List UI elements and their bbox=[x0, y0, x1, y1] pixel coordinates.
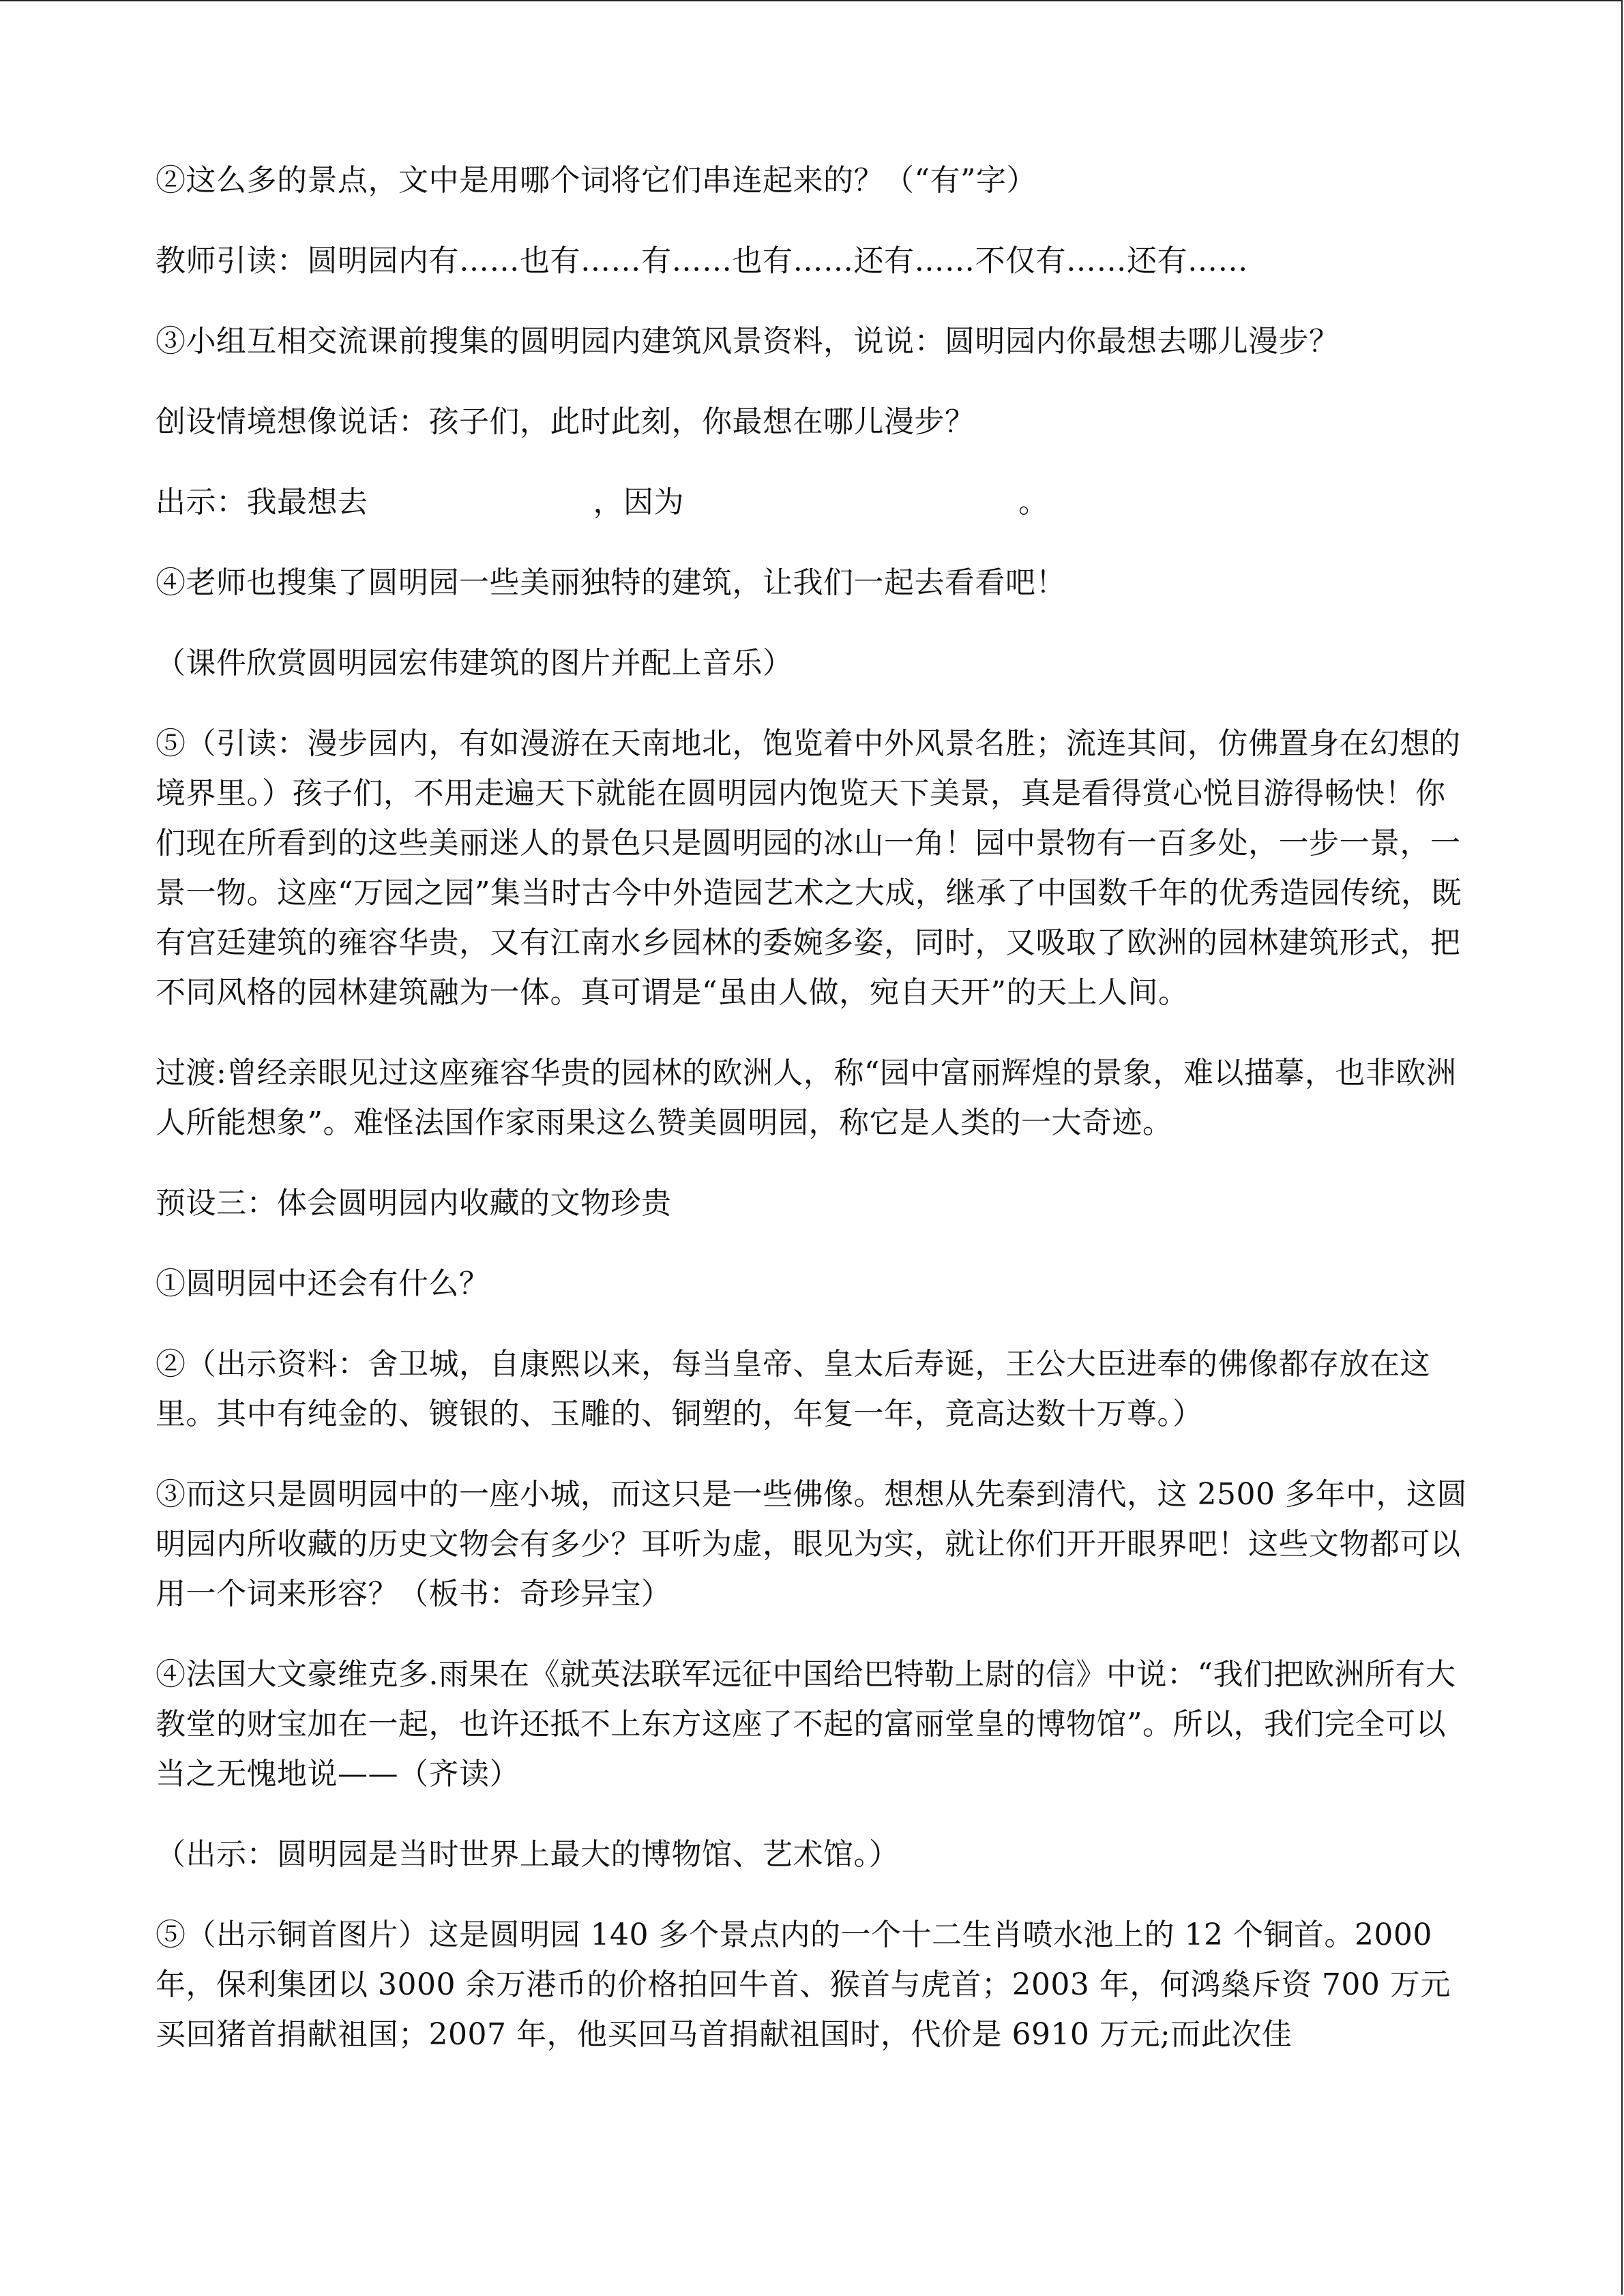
paragraph-teacher-collected-buildings: ④老师也搜集了圆明园一些美丽独特的建筑，让我们一起去看看吧！ bbox=[156, 565, 1066, 600]
fill-blank-middle: ，因为 bbox=[593, 485, 684, 520]
paragraph-group-discussion: ③小组互相交流课前搜集的圆明园内建筑风景资料，说说：圆明园内你最想去哪儿漫步？ bbox=[156, 324, 1340, 359]
paragraph-bronze-heads: ⑤（出示铜首图片）这是圆明园 140 多个景点内的一个十二生肖喷水池上的 12 个铜首。2000 年，保利集团以 3000 余万港币的价格拍回牛首、猴首与虎首；2003 年，何鸿燊斥资 700 万元买回猪首捐献祖国；2007 年，他买回马首捐献祖国时，代价是 6910 万元;而此次佳 bbox=[156, 1918, 1451, 2052]
paragraph-connecting-word-question: ②这么多的景点，文中是用哪个词将它们串连起来的？（“有”字） bbox=[156, 163, 1037, 198]
paragraph-courseware-appreciation: （课件欣赏圆明园宏伟建筑的图片并配上音乐） bbox=[156, 646, 793, 681]
paragraph-scenario-speaking: 创设情境想像说话：孩子们，此时此刻，你最想在哪儿漫步？ bbox=[156, 404, 975, 439]
paragraph-cultural-relics: ③而这只是圆明园中的一座小城，而这只是一些佛像。想想从先秦到清代，这 2500 多年中，这圆明园内所收藏的历史文物会有多少？耳听为虚，眼见为实，就让你们开开眼界吧！这些文物都可以用一个词来形容？（板书：奇珍异宝） bbox=[156, 1477, 1467, 1611]
paragraph-teacher-guided-reading: 教师引读：圆明园内有……也有……有……也有……还有……不仅有……还有…… bbox=[156, 243, 1248, 278]
paragraph-largest-museum: （出示：圆明园是当时世界上最大的博物馆、艺术馆。） bbox=[156, 1837, 900, 1872]
fill-blank-prefix: 出示：我最想去 bbox=[156, 485, 368, 520]
paragraph-transition: 过渡:曾经亲眼见过这座雍容华贵的园林的欧洲人，称“园中富丽辉煌的景象，难以描摹，也非欧洲人所能想象”。难怪法国作家雨果这么赞美圆明园，称它是人类的一大奇迹。 bbox=[156, 1056, 1457, 1140]
paragraph-fill-in-blank bbox=[156, 477, 1473, 527]
paragraph-hugo-quote: ④法国大文豪维克多.雨果在《就英法联军远征中国给巴特勒上尉的信》中说：“我们把欧洲所有大教堂的财宝加在一起，也许还抵不上东方这座了不起的富丽堂皇的博物馆”。所以，我们完全可以当之无愧地说——（齐读） bbox=[156, 1657, 1456, 1791]
paragraph-guided-reading-scenery: ⑤（引读：漫步园内，有如漫游在天南地北，饱览着中外风景名胜；流连其间，仿佛置身在幻想的境界里。）孩子们，不用走遍天下就能在圆明园内饱览天下美景，真是看得赏心悦目游得畅快！你们现在所看到的这些美丽迷人的景色只是圆明园的冰山一角！园中景物有一百多处，一步一景，一景一物。这座“万园之园”集当时古今中外造园艺术之大成，继承了中国数千年的优秀造园传统，既有宫廷建筑的雍容华贵，又有江南水乡园林的委婉多姿，同时，又吸取了欧洲的园林建筑形式，把不同风格的园林建筑融为一体。真可谓是“虽由人做，宛自天开”的天上人间。 bbox=[156, 726, 1462, 1010]
paragraph-preset-three: 预设三：体会圆明园内收藏的文物珍贵 bbox=[156, 1186, 672, 1221]
paragraph-what-else: ①圆明园中还会有什么？ bbox=[156, 1266, 490, 1301]
document-body bbox=[156, 155, 1473, 2090]
fill-blank-suffix: 。 bbox=[1018, 485, 1049, 520]
paragraph-shewei-city-material: ②（出示资料：舍卫城，自康熙以来，每当皇帝、皇太后寿诞，王公大臣进奉的佛像都存放在这里。其中有纯金的、镀银的、玉雕的、铜塑的，年复一年，竟高达数十万尊。） bbox=[156, 1347, 1430, 1431]
